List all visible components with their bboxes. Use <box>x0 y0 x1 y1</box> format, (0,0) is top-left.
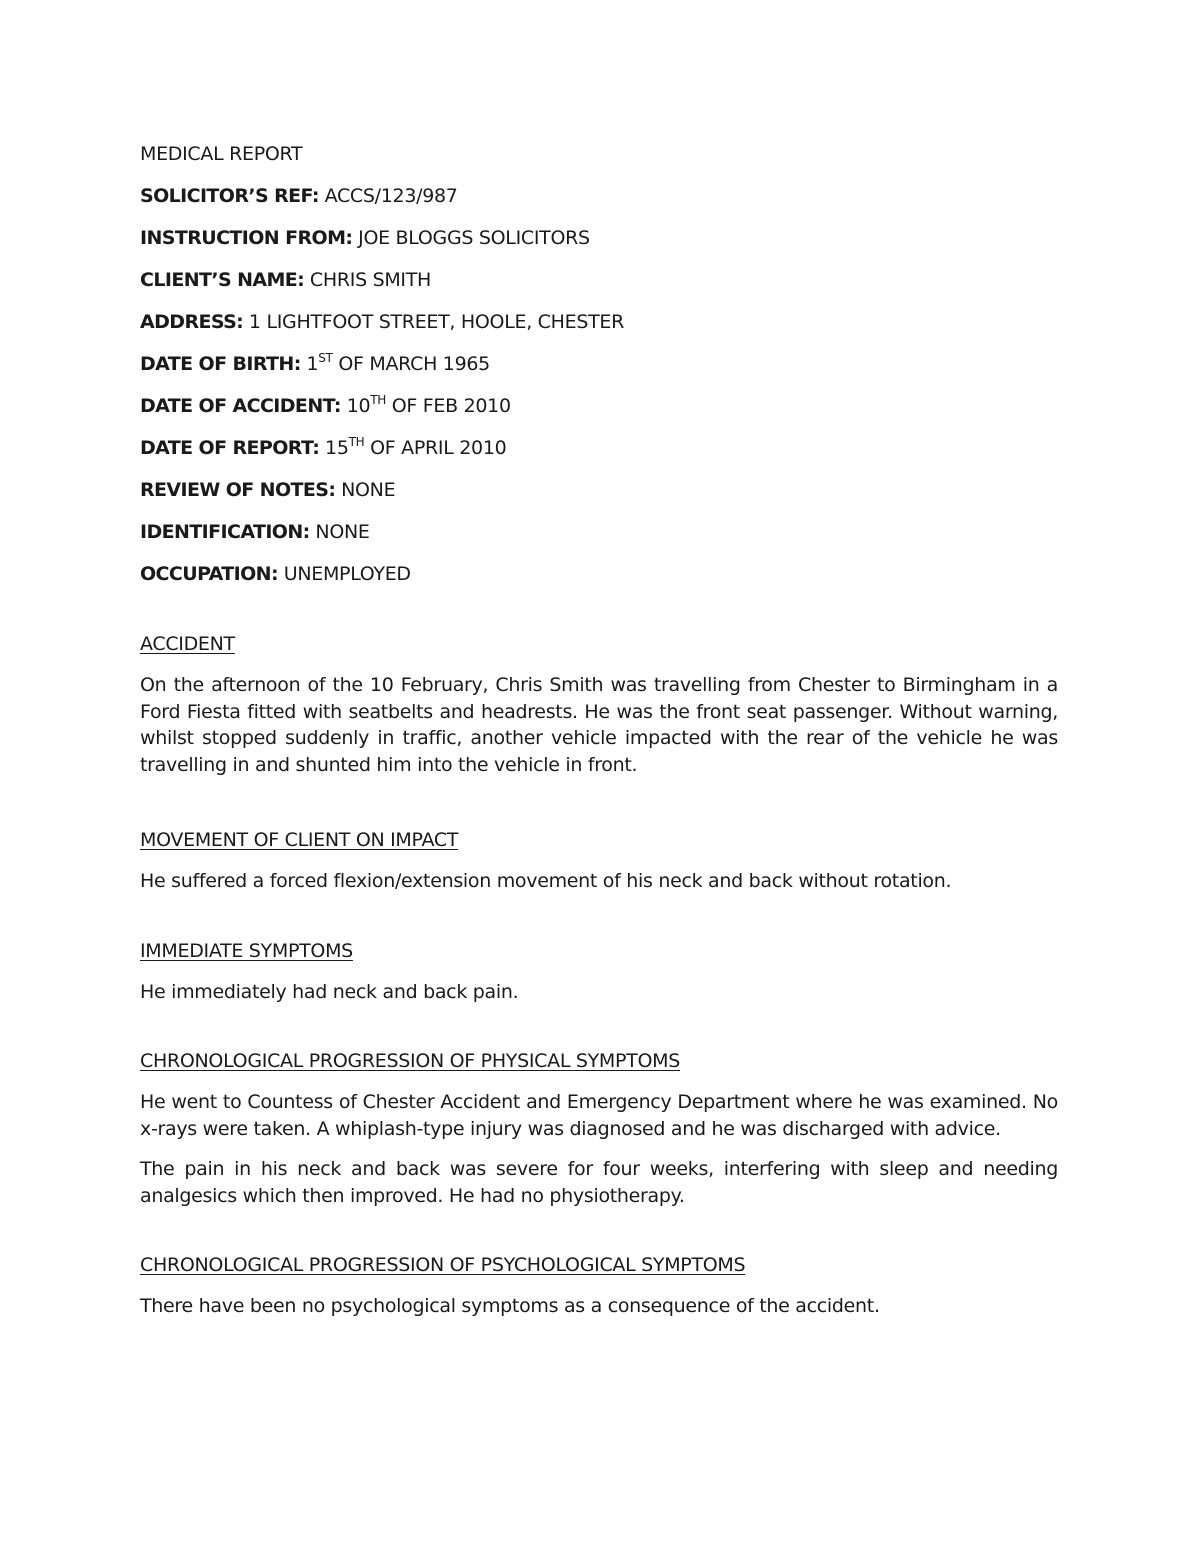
field-date-of-birth <box>140 352 1058 376</box>
field-date-of-report <box>140 436 1058 460</box>
field-label: SOLICITOR’S REF: <box>140 185 319 207</box>
field-value: UNEMPLOYED <box>283 563 411 585</box>
section-paragraph: He suffered a forced flexion/extension movement of his neck and back without rotation. <box>140 870 952 892</box>
field-identification <box>140 520 1058 544</box>
section-heading: IMMEDIATE SYMPTOMS <box>140 939 353 962</box>
section-heading: MOVEMENT OF CLIENT ON IMPACT <box>140 829 459 851</box>
field-clients-name <box>140 268 1058 292</box>
section-paragraph: There have been no psychological symptoms as a consequence of the accident. <box>140 1295 880 1317</box>
document-title: MEDICAL REPORT <box>140 143 303 165</box>
field-value: NONE <box>341 479 396 501</box>
field-label: REVIEW OF NOTES: <box>140 479 336 501</box>
section-accident <box>140 632 1058 778</box>
field-date-of-accident <box>140 394 1058 418</box>
field-label: OCCUPATION: <box>140 563 278 585</box>
section-paragraph: He went to Countess of Chester Accident and Emergency Department where he was examined. No x-rays were taken. A whiplash-type injury was diagnosed and he was discharged with advice. <box>140 1091 1058 1140</box>
date-day: 1 <box>306 353 319 375</box>
section-physical-symptoms <box>140 1049 1058 1209</box>
field-instruction-from <box>140 226 1058 250</box>
field-review-of-notes <box>140 478 1058 502</box>
date-rest: OF FEB 2010 <box>386 395 511 417</box>
field-solicitors-ref <box>140 184 1058 208</box>
field-label: DATE OF REPORT: <box>140 437 320 459</box>
field-label: INSTRUCTION FROM: <box>140 227 353 249</box>
field-label: DATE OF BIRTH: <box>140 353 301 375</box>
date-ordinal: ST <box>318 350 333 365</box>
field-value: CHRIS SMITH <box>309 269 432 291</box>
date-day: 15 <box>325 437 349 459</box>
field-occupation <box>140 562 1058 586</box>
section-movement-on-impact <box>140 828 1058 895</box>
date-ordinal: TH <box>348 434 365 449</box>
field-label: ADDRESS: <box>140 311 244 333</box>
section-paragraph: He immediately had neck and back pain. <box>140 980 519 1003</box>
field-value: ACCS/123/987 <box>324 185 458 207</box>
section-paragraph: The pain in his neck and back was severe for four weeks, interfering with sleep and needing analgesics which then improved. He had no physiotherapy. <box>140 1158 1058 1207</box>
field-value <box>325 434 507 459</box>
section-psychological-symptoms <box>140 1253 1058 1320</box>
field-value <box>306 350 490 375</box>
date-ordinal: TH <box>370 392 387 407</box>
field-label: CLIENT’S NAME: <box>140 269 305 291</box>
field-address <box>140 310 1058 334</box>
date-rest: OF APRIL 2010 <box>364 437 507 459</box>
field-value <box>346 392 511 417</box>
field-value: NONE <box>315 521 370 543</box>
field-label: DATE OF ACCIDENT: <box>140 395 341 417</box>
section-immediate-symptoms <box>140 939 1058 1006</box>
section-paragraph: On the afternoon of the 10 February, Chris Smith was travelling from Chester to Birmingham in a Ford Fiesta fitted with seatbelts and headrests. He was the front seat passenger. Without warning, whilst stopped suddenly in traffic, another vehicle impacted with the rear of the vehicle he was travelling in and shunted him into the vehicle in front. <box>140 674 1058 776</box>
date-rest: OF MARCH 1965 <box>332 353 490 375</box>
document-content <box>140 142 1058 1334</box>
field-value: 1 LIGHTFOOT STREET, HOOLE, CHESTER <box>248 311 625 333</box>
section-heading: ACCIDENT <box>140 633 235 655</box>
field-label: IDENTIFICATION: <box>140 521 310 543</box>
section-heading: CHRONOLOGICAL PROGRESSION OF PHYSICAL SYMPTOMS <box>140 1050 680 1072</box>
field-value: JOE BLOGGS SOLICITORS <box>358 227 590 249</box>
section-heading: CHRONOLOGICAL PROGRESSION OF PSYCHOLOGICAL SYMPTOMS <box>140 1254 746 1276</box>
date-day: 10 <box>346 395 371 417</box>
